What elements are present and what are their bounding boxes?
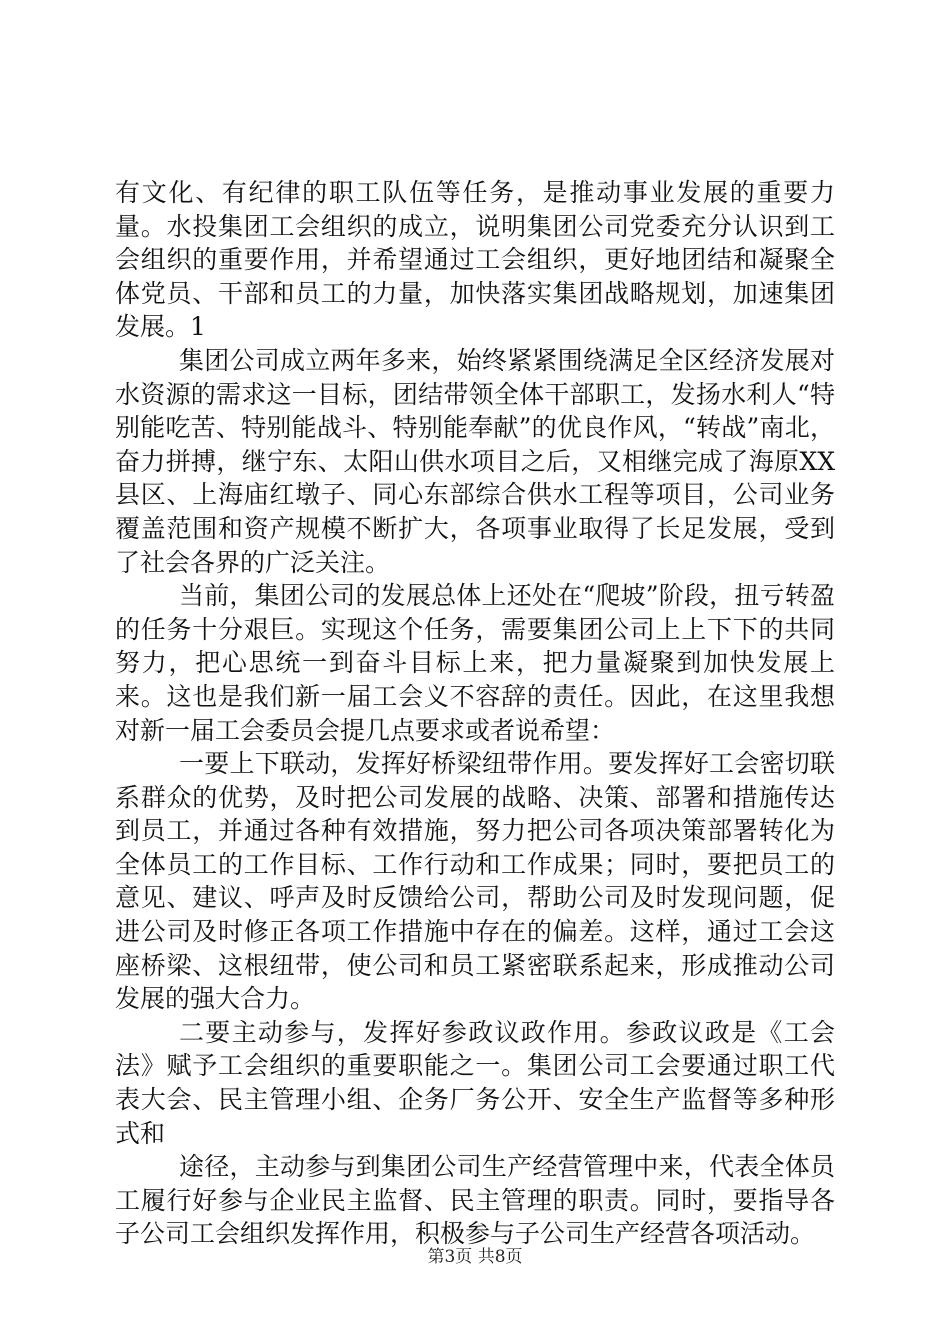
paragraph-2: 集团公司成立两年多来，始终紧紧围绕满足全区经济发展对水资源的需求这一目标，团结带领全体干部职工，发扬水利人“特别能吃苦、特别能战斗、特别能奉献”的优良作风，“转战”南北，奋力拼搏，继宁东、太阳山供水项目之后，又相继完成了海原XX县区、上海庙红墩子、同心东部综合供水工程等项目，公司业务覆盖范围和资产规模不断扩大，各项事业取得了长足发展，受到了社会各界的广泛关注。 (115, 345, 835, 577)
paragraph-6: 途径，主动参与到集团公司生产经营管理中来，代表全体员工履行好参与企业民主监督、民主管理的职责。同时，要指导各子公司工会组织发挥作用，积极参与子公司生产经营各项活动。 (115, 1152, 835, 1249)
page-footer (0, 1247, 950, 1267)
document-body (115, 176, 835, 1251)
paragraph-5: 二要主动参与，发挥好参政议政作用。参政议政是《工会法》赋予工会组织的重要职能之一。集团公司工会要通过职工代表大会、民主管理小组、企务厂务公开、安全生产监督等多种形式和 (115, 1017, 835, 1148)
paragraph-4: 一要上下联动，发挥好桥梁纽带作用。要发挥好工会密切联系群众的优势，及时把公司发展的战略、决策、部署和措施传达到员工，并通过各种有效措施，努力把公司各项决策部署转化为全体员工的工作目标、工作行动和工作成果；同时，要把员工的意见、建议、呼声及时反馈给公司，帮助公司及时发现问题，促进公司及时修正各项工作措施中存在的偏差。这样，通过工会这座桥梁、这根纽带，使公司和员工紧密联系起来，形成推动公司发展的强大合力。 (115, 749, 835, 1014)
paragraph-3: 当前，集团公司的发展总体上还处在“爬坡”阶段，扭亏转盈的任务十分艰巨。实现这个任务，需要集团公司上上下下的共同努力，把心思统一到奋斗目标上来，把力量凝聚到加快发展上来。这也是我们新一届工会义不容辞的责任。因此，在这里我想对新一届工会委员会提几点要求或者说希望： (115, 581, 835, 745)
paragraph-1: 有文化、有纪律的职工队伍等任务，是推动事业发展的重要力量。水投集团工会组织的成立，说明集团公司党委充分认识到工会组织的重要作用，并希望通过工会组织，更好地团结和凝聚全体党员、干部和员工的力量，加快落实集团战略规划，加速集团发展。1 (115, 178, 835, 342)
page-number: 第3页 共8页 (427, 1247, 523, 1267)
